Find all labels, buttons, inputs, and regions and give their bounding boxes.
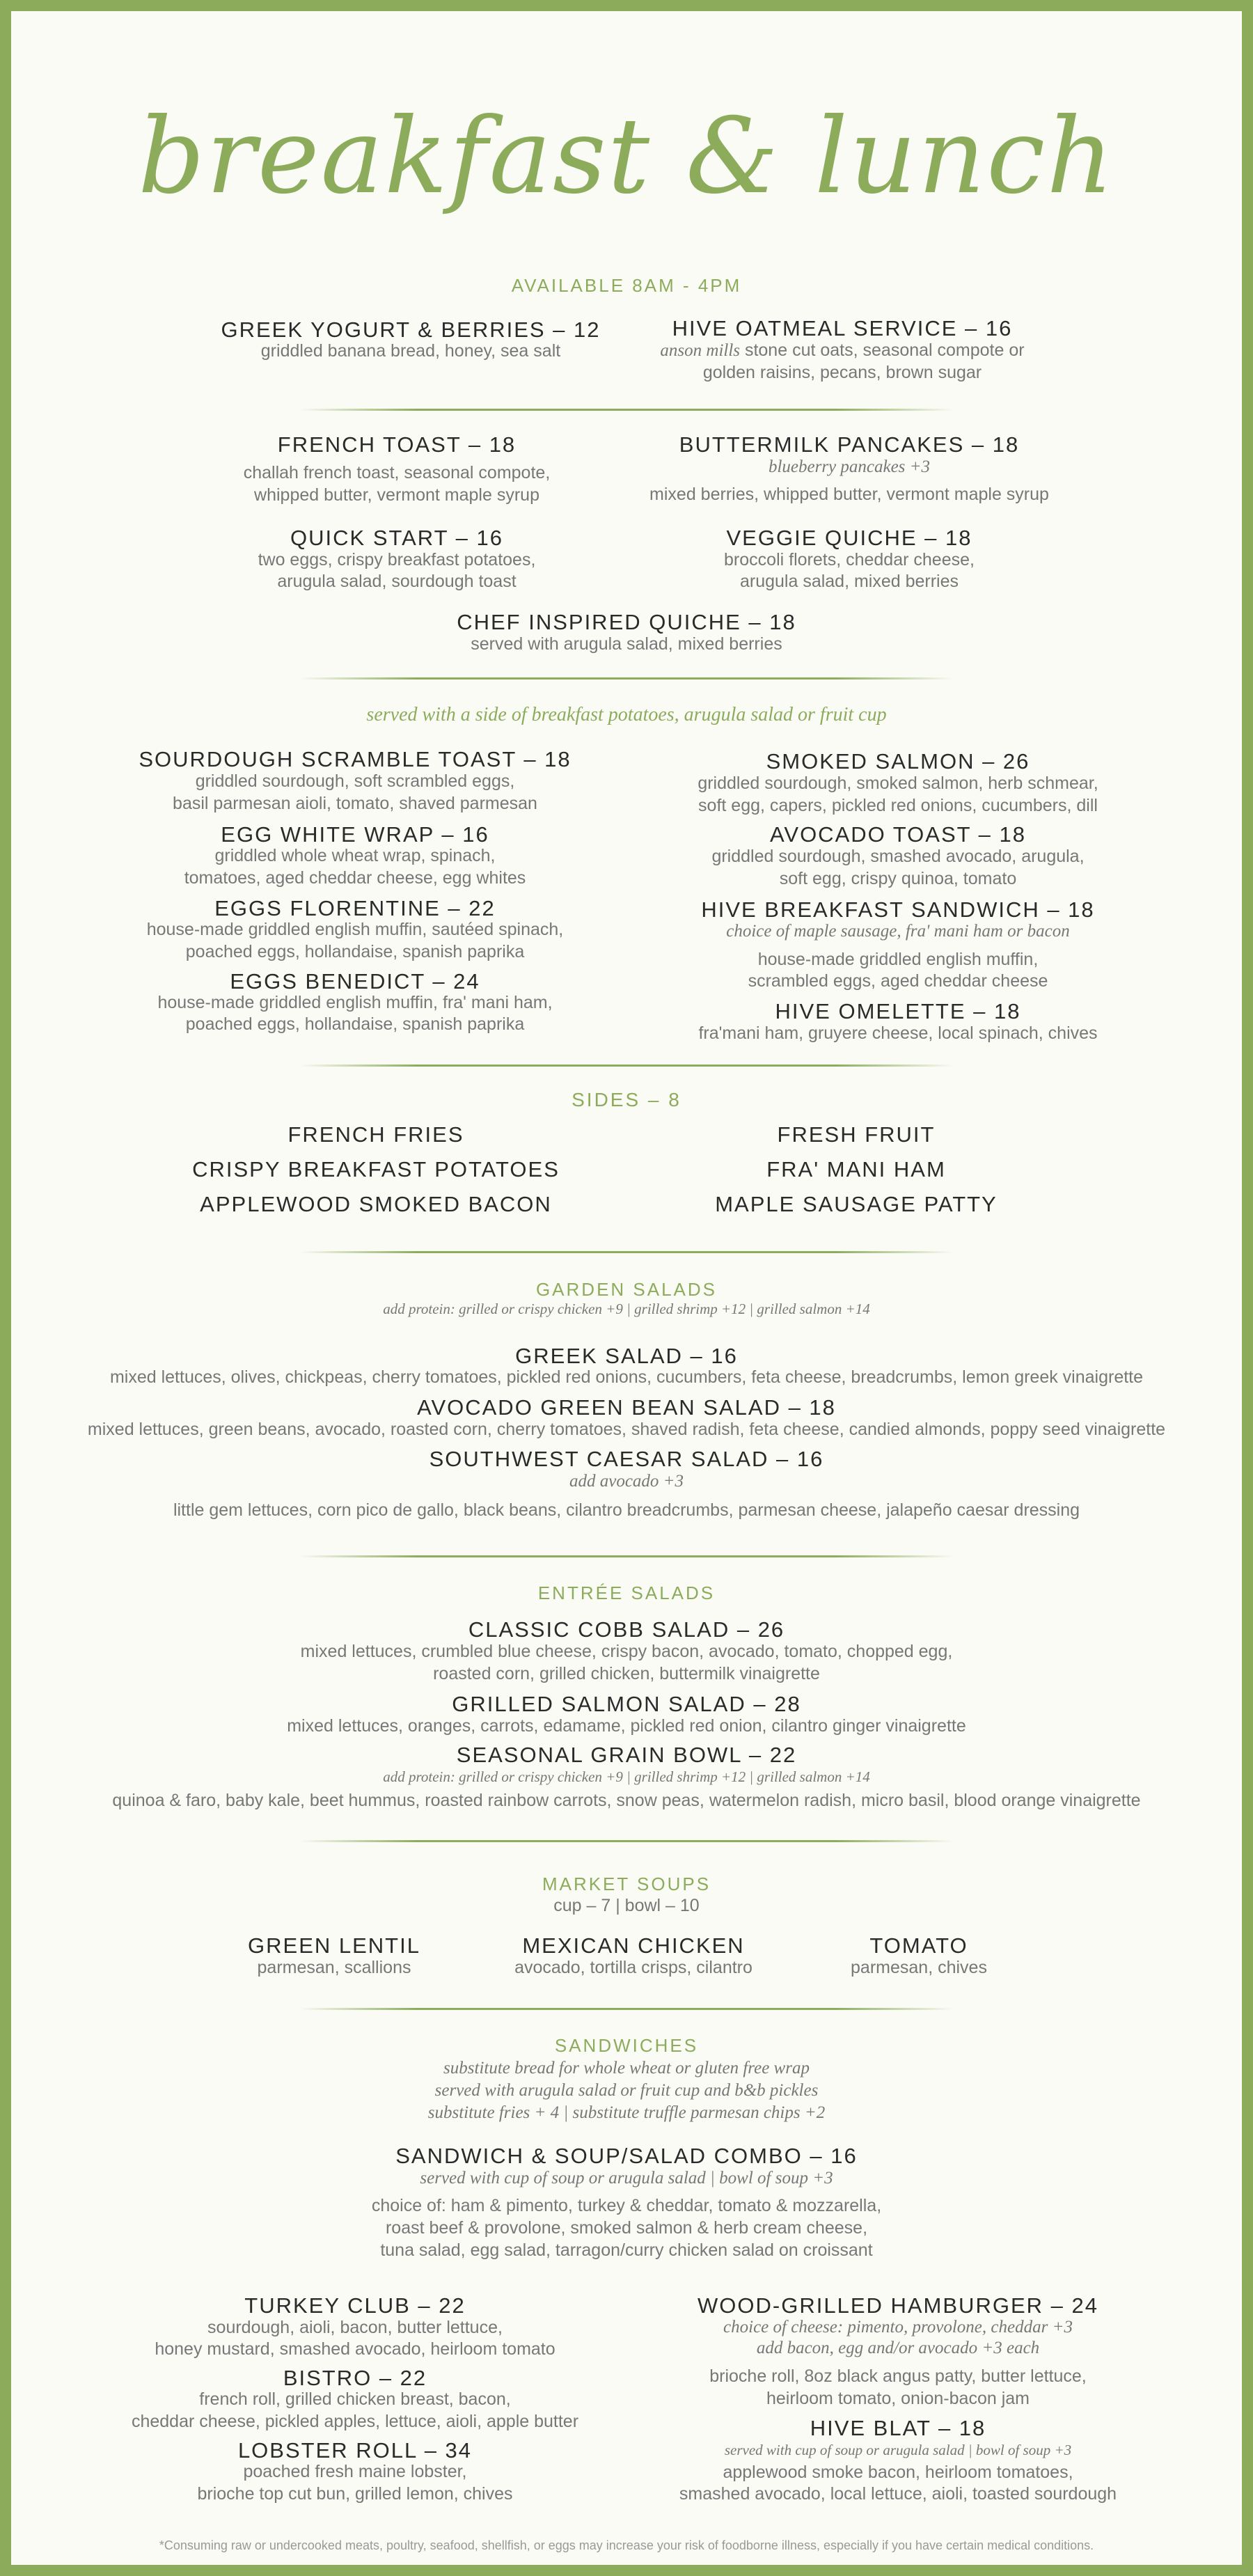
cobb-salad-desc-2: roasted corn, grilled chicken, buttermilk vinaigrette bbox=[433, 1664, 820, 1683]
egg-white-wrap-desc-1: griddled whole wheat wrap, spinach, bbox=[214, 846, 496, 865]
pancakes-desc: mixed berries, whipped butter, vermont maple syrup bbox=[649, 485, 1049, 504]
eggs-benedict-desc-2: poached eggs, hollandaise, spanish paprika bbox=[185, 1014, 525, 1034]
soup-desc: avocado, tortilla crisps, cilantro bbox=[514, 1958, 752, 1977]
garden-salads-heading: GARDEN SALADS bbox=[535, 1279, 718, 1300]
smoked-salmon-name: SMOKED SALMON – 26 bbox=[766, 749, 1030, 773]
side-item-right: FRESH FRUIT bbox=[777, 1122, 936, 1147]
soup-desc: parmesan, scallions bbox=[257, 1958, 411, 1977]
hive-blat-desc-1: applewood smoke bacon, heirloom tomatoes, bbox=[723, 2463, 1073, 2482]
oatmeal-name: HIVE OATMEAL SERVICE – 16 bbox=[672, 316, 1013, 340]
grain-bowl-protein: add protein: grilled or crispy chicken +9 | grilled shrimp +12 | grilled salmon +14 bbox=[383, 1768, 870, 1785]
eggs-benedict-name: EGGS BENEDICT – 24 bbox=[230, 969, 480, 994]
greek-salad-name: GREEK SALAD – 16 bbox=[515, 1344, 738, 1368]
soup-name: GREEN LENTIL bbox=[248, 1933, 420, 1958]
chef-quiche-name: CHEF INSPIRED QUICHE – 18 bbox=[457, 610, 796, 634]
greek-yogurt-name: GREEK YOGURT & BERRIES – 12 bbox=[221, 317, 601, 342]
hive-blat-name: HIVE BLAT – 18 bbox=[810, 2416, 986, 2440]
hive-blat-note: served with cup of soup or arugula salad | bowl of soup +3 bbox=[724, 2442, 1072, 2458]
southwest-caesar-desc: little gem lettuces, corn pico de gallo, black beans, cilantro breadcrumbs, parmesan cheese, jalapeño caesar dressing bbox=[173, 1500, 1080, 1520]
hamburger-name: WOOD-GRILLED HAMBURGER – 24 bbox=[698, 2293, 1098, 2318]
turkey-club-name: TURKEY CLUB – 22 bbox=[244, 2293, 466, 2318]
eggs-florentine-desc-2: poached eggs, hollandaise, spanish paprika bbox=[185, 942, 525, 961]
southwest-caesar-name: SOUTHWEST CAESAR SALAD – 16 bbox=[429, 1447, 824, 1471]
hamburger-desc-1: brioche roll, 8oz black angus patty, butter lettuce, bbox=[709, 2366, 1087, 2386]
soup-desc: parmesan, chives bbox=[851, 1958, 987, 1977]
sourdough-scramble-desc-1: griddled sourdough, soft scrambled eggs, bbox=[195, 771, 515, 791]
veggie-quiche-desc-1: broccoli florets, cheddar cheese, bbox=[724, 550, 975, 570]
bistro-name: BISTRO – 22 bbox=[283, 2366, 427, 2390]
sourdough-scramble-name: SOURDOUGH SCRAMBLE TOAST – 18 bbox=[139, 747, 572, 771]
southwest-caesar-note: add avocado +3 bbox=[569, 1472, 684, 1491]
hamburger-desc-2: heirloom tomato, onion-bacon jam bbox=[766, 2389, 1030, 2408]
eggs-florentine-name: EGGS FLORENTINE – 22 bbox=[214, 896, 496, 920]
side-item-right: MAPLE SAUSAGE PATTY bbox=[715, 1192, 998, 1216]
avocado-toast-desc-2: soft egg, crispy quinoa, tomato bbox=[779, 869, 1017, 888]
oatmeal-desc-rest: stone cut oats, seasonal compote or bbox=[740, 340, 1025, 360]
garden-salads-protein: add protein: grilled or crispy chicken +9 | grilled shrimp +12 | grilled salmon +14 bbox=[383, 1301, 870, 1317]
pancakes-name: BUTTERMILK PANCAKES – 18 bbox=[679, 432, 1020, 457]
sides-heading: SIDES – 8 bbox=[572, 1089, 681, 1110]
bistro-desc-1: french roll, grilled chicken breast, bacon, bbox=[199, 2389, 511, 2409]
divider bbox=[299, 2008, 954, 2010]
soup-name: MEXICAN CHICKEN bbox=[522, 1933, 745, 1958]
menu-title: breakfast & lunch bbox=[138, 96, 1115, 217]
entree-salads-heading: ENTRÉE SALADS bbox=[537, 1582, 716, 1603]
availability-label: AVAILABLE 8AM - 4PM bbox=[511, 275, 742, 296]
smoked-salmon-desc-1: griddled sourdough, smoked salmon, herb schmear, bbox=[698, 773, 1098, 793]
divider bbox=[299, 1065, 954, 1067]
omelette-desc: fra'mani ham, gruyere cheese, local spinach, chives bbox=[698, 1023, 1098, 1043]
breakfast-sandwich-desc-2: scrambled eggs, aged cheddar cheese bbox=[748, 971, 1048, 991]
soup-name: TOMATO bbox=[869, 1933, 968, 1958]
french-toast-name: FRENCH TOAST – 18 bbox=[277, 432, 517, 457]
divider bbox=[299, 1840, 954, 1842]
hive-blat-desc-2: smashed avocado, local lettuce, aioli, toasted sourdough bbox=[679, 2484, 1117, 2504]
market-soups-sizes: cup – 7 | bowl – 10 bbox=[553, 1896, 700, 1915]
hamburger-note-1: choice of cheese: pimento, provolone, cheddar +3 bbox=[723, 2318, 1073, 2337]
combo-note: served with cup of soup or arugula salad | bowl of soup +3 bbox=[420, 2169, 833, 2188]
combo-desc-2: roast beef & provolone, smoked salmon & herb cream cheese, bbox=[385, 2218, 868, 2238]
french-toast-desc-1: challah french toast, seasonal compote, bbox=[243, 463, 551, 482]
french-toast-desc-2: whipped butter, vermont maple syrup bbox=[254, 485, 539, 505]
quick-start-desc-1: two eggs, crispy breakfast potatoes, bbox=[258, 550, 536, 570]
market-soups-heading: MARKET SOUPS bbox=[542, 1874, 711, 1894]
side-item-left: CRISPY BREAKFAST POTATOES bbox=[192, 1157, 560, 1181]
breakfast-sandwich-note: choice of maple sausage, fra' mani ham or bacon bbox=[726, 922, 1070, 941]
sandwiches-heading: SANDWICHES bbox=[554, 2035, 699, 2056]
breakfast-sandwich-desc-1: house-made griddled english muffin, bbox=[757, 950, 1039, 969]
pancakes-note: blueberry pancakes +3 bbox=[768, 457, 931, 476]
sandwiches-sub-1: substitute bread for whole wheat or gluten free wrap bbox=[443, 2059, 810, 2078]
egg-white-wrap-name: EGG WHITE WRAP – 16 bbox=[221, 822, 489, 847]
omelette-name: HIVE OMELETTE – 18 bbox=[775, 999, 1021, 1023]
avocado-green-bean-name: AVOCADO GREEN BEAN SALAD – 18 bbox=[417, 1395, 836, 1420]
avocado-toast-name: AVOCADO TOAST – 18 bbox=[770, 822, 1026, 847]
smoked-salmon-desc-2: soft egg, capers, pickled red onions, cucumbers, dill bbox=[698, 796, 1098, 815]
egg-white-wrap-desc-2: tomatoes, aged cheddar cheese, egg whites bbox=[184, 868, 526, 888]
lobster-roll-name: LOBSTER ROLL – 34 bbox=[237, 2438, 473, 2463]
divider bbox=[299, 677, 954, 680]
cobb-salad-name: CLASSIC COBB SALAD – 26 bbox=[468, 1617, 785, 1642]
bistro-desc-2: cheddar cheese, pickled apples, lettuce, aioli, apple butter bbox=[131, 2412, 579, 2431]
side-item-left: FRENCH FRIES bbox=[287, 1122, 464, 1147]
quick-start-desc-2: arugula salad, sourdough toast bbox=[277, 572, 517, 591]
veggie-quiche-desc-2: arugula salad, mixed berries bbox=[739, 572, 959, 591]
divider bbox=[299, 409, 954, 411]
foodborne-disclaimer: *Consuming raw or undercooked meats, poultry, seafood, shellfish, or eggs may increase your risk of foodborne illness, especially if you have certain medical conditions. bbox=[159, 2538, 1094, 2552]
lobster-roll-desc-2: brioche top cut bun, grilled lemon, chives bbox=[197, 2484, 513, 2504]
oatmeal-brand: anson mills bbox=[660, 341, 741, 360]
quick-start-name: QUICK START – 16 bbox=[290, 526, 503, 550]
avocado-toast-desc-1: griddled sourdough, smashed avocado, arugula, bbox=[711, 847, 1085, 866]
turkey-club-desc-2: honey mustard, smashed avocado, heirloom tomato bbox=[155, 2339, 555, 2359]
sourdough-scramble-desc-2: basil parmesan aioli, tomato, shaved parmesan bbox=[173, 794, 537, 813]
oatmeal-desc-line2: golden raisins, pecans, brown sugar bbox=[702, 363, 982, 382]
combo-desc-3: tuna salad, egg salad, tarragon/curry chicken salad on croissant bbox=[380, 2240, 873, 2260]
eggs-benedict-desc-1: house-made griddled english muffin, fra' mani ham, bbox=[157, 993, 553, 1012]
eggs-florentine-desc-1: house-made griddled english muffin, sautéed spinach, bbox=[146, 920, 564, 939]
veggie-quiche-name: VEGGIE QUICHE – 18 bbox=[726, 526, 972, 550]
grain-bowl-name: SEASONAL GRAIN BOWL – 22 bbox=[456, 1743, 797, 1767]
combo-name: SANDWICH & SOUP/SALAD COMBO – 16 bbox=[395, 2144, 858, 2168]
greek-yogurt-desc: griddled banana bread, honey, sea salt bbox=[260, 341, 561, 361]
hamburger-note-2: add bacon, egg and/or avocado +3 each bbox=[756, 2339, 1040, 2357]
sandwiches-sub-3: substitute fries + 4 | substitute truffle parmesan chips +2 bbox=[427, 2103, 826, 2122]
chef-quiche-desc: served with arugula salad, mixed berries bbox=[471, 634, 782, 654]
salmon-salad-name: GRILLED SALMON SALAD – 28 bbox=[452, 1692, 801, 1716]
sandwiches-sub-2: served with arugula salad or fruit cup and b&b pickles bbox=[434, 2081, 819, 2100]
combo-desc-1: choice of: ham & pimento, turkey & cheddar, tomato & mozzarella, bbox=[371, 2196, 882, 2215]
side-item-right: FRA' MANI HAM bbox=[766, 1157, 946, 1181]
cobb-salad-desc-1: mixed lettuces, crumbled blue cheese, crispy bacon, avocado, tomato, chopped egg, bbox=[300, 1642, 953, 1661]
greek-salad-desc: mixed lettuces, olives, chickpeas, cherry tomatoes, pickled red onions, cucumbers, feta cheese, breadcrumbs, lemon greek vinaigrette bbox=[109, 1367, 1144, 1387]
divider bbox=[299, 1251, 954, 1253]
breakfast-sandwich-name: HIVE BREAKFAST SANDWICH – 18 bbox=[701, 897, 1095, 922]
lobster-roll-desc-1: poached fresh maine lobster, bbox=[243, 2462, 467, 2481]
salmon-salad-desc: mixed lettuces, oranges, carrots, edamame, pickled red onion, cilantro ginger vinaigrette bbox=[287, 1716, 966, 1736]
side-item-left: APPLEWOOD SMOKED BACON bbox=[200, 1192, 552, 1216]
divider bbox=[299, 1555, 954, 1557]
turkey-club-desc-1: sourdough, aioli, bacon, butter lettuce, bbox=[207, 2318, 503, 2337]
avocado-green-bean-desc: mixed lettuces, green beans, avocado, roasted corn, cherry tomatoes, shaved radish, feta cheese, candied almonds, poppy seed vinaigrette bbox=[87, 1420, 1166, 1439]
oatmeal-desc-line1 bbox=[647, 342, 1037, 359]
grain-bowl-desc: quinoa & faro, baby kale, beet hummus, roasted rainbow carrots, snow peas, watermelon radish, micro basil, blood orange vinaigrette bbox=[112, 1791, 1141, 1810]
sides-served-note: served with a side of breakfast potatoes, arugula salad or fruit cup bbox=[366, 704, 887, 725]
